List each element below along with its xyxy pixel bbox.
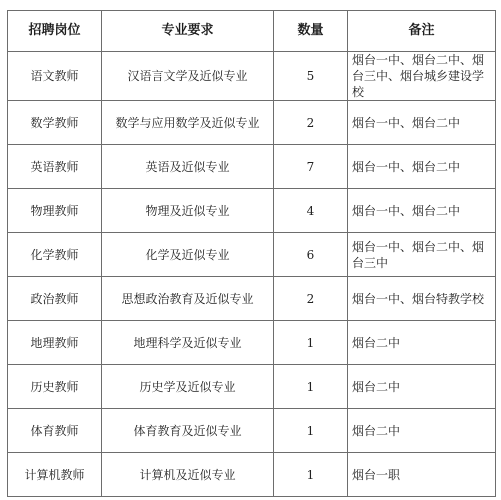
cell-major: 历史学及近似专业	[102, 365, 274, 409]
cell-note: 烟台一中、烟台二中、烟台三中、烟台城乡建设学校	[348, 52, 496, 101]
table-row	[8, 101, 496, 145]
table-body	[8, 52, 496, 497]
cell-major: 数学与应用数学及近似专业	[102, 101, 274, 145]
cell-note: 烟台一职	[348, 453, 496, 497]
cell-position: 体育教师	[8, 409, 102, 453]
cell-major: 地理科学及近似专业	[102, 321, 274, 365]
cell-position: 物理教师	[8, 189, 102, 233]
cell-position: 计算机教师	[8, 453, 102, 497]
cell-major: 化学及近似专业	[102, 233, 274, 277]
header-row	[8, 11, 496, 52]
cell-note: 烟台一中、烟台二中	[348, 189, 496, 233]
recruitment-table	[7, 10, 496, 497]
cell-note: 烟台一中、烟台二中	[348, 101, 496, 145]
header-count: 数量	[274, 11, 348, 52]
cell-major: 汉语言文学及近似专业	[102, 52, 274, 101]
table-row	[8, 321, 496, 365]
cell-note: 烟台二中	[348, 409, 496, 453]
cell-note: 烟台二中	[348, 321, 496, 365]
cell-major: 计算机及近似专业	[102, 453, 274, 497]
table-row	[8, 52, 496, 101]
cell-position: 数学教师	[8, 101, 102, 145]
cell-note: 烟台一中、烟台特教学校	[348, 277, 496, 321]
cell-major: 体育教育及近似专业	[102, 409, 274, 453]
cell-count: 2	[274, 101, 348, 145]
table-row	[8, 233, 496, 277]
cell-position: 历史教师	[8, 365, 102, 409]
cell-position: 英语教师	[8, 145, 102, 189]
cell-count: 7	[274, 145, 348, 189]
cell-position: 政治教师	[8, 277, 102, 321]
cell-position: 地理教师	[8, 321, 102, 365]
cell-major: 英语及近似专业	[102, 145, 274, 189]
cell-count: 4	[274, 189, 348, 233]
table-row	[8, 145, 496, 189]
header-major: 专业要求	[102, 11, 274, 52]
cell-note: 烟台一中、烟台二中、烟台三中	[348, 233, 496, 277]
cell-position: 语文教师	[8, 52, 102, 101]
cell-count: 2	[274, 277, 348, 321]
cell-note: 烟台一中、烟台二中	[348, 145, 496, 189]
cell-count: 5	[274, 52, 348, 101]
cell-count: 1	[274, 409, 348, 453]
header-note: 备注	[348, 11, 496, 52]
table-row	[8, 277, 496, 321]
table-row	[8, 365, 496, 409]
cell-major: 物理及近似专业	[102, 189, 274, 233]
cell-count: 6	[274, 233, 348, 277]
cell-count: 1	[274, 453, 348, 497]
header-position: 招聘岗位	[8, 11, 102, 52]
cell-count: 1	[274, 321, 348, 365]
table-row	[8, 189, 496, 233]
cell-position: 化学教师	[8, 233, 102, 277]
table-header	[8, 11, 496, 52]
cell-major: 思想政治教育及近似专业	[102, 277, 274, 321]
cell-note: 烟台二中	[348, 365, 496, 409]
table-row	[8, 409, 496, 453]
cell-count: 1	[274, 365, 348, 409]
table-row	[8, 453, 496, 497]
